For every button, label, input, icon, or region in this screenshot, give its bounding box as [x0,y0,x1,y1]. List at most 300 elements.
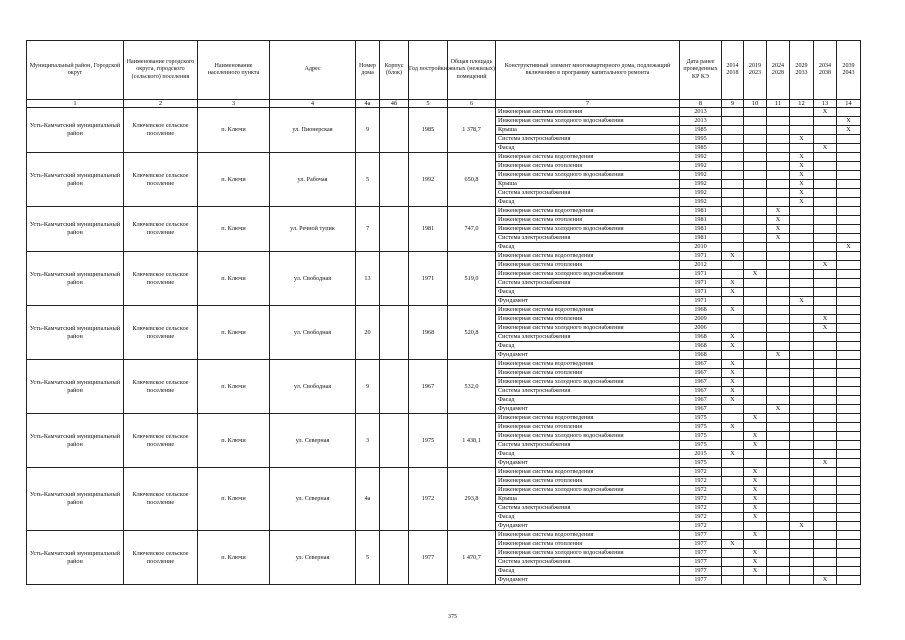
period-cell [814,342,837,351]
block-cell [380,252,409,306]
block-cell [380,207,409,252]
house-number-cell: 9 [356,360,380,414]
settlement-cell: Ключевское сельское поселение [124,306,198,360]
period-cell [744,252,767,261]
period-cell [767,333,790,342]
period-mark: X [837,117,861,126]
house-number-cell: 5 [356,531,380,585]
column-number: 10 [744,100,767,108]
column-number: 4б [380,100,409,108]
period-cell [722,405,744,414]
period-cell [722,180,744,189]
period-cell [814,549,837,558]
period-cell [790,459,814,468]
period-cell [744,225,767,234]
period-cell [814,360,837,369]
period-mark: X [744,477,767,486]
table-row [27,207,861,216]
period-cell [722,549,744,558]
locality-cell: п. Ключи [198,207,270,252]
period-mark: X [790,180,814,189]
period-cell [744,279,767,288]
period-mark: X [722,369,744,378]
prior-repair-date-cell: 1985 [680,144,722,153]
column-number: 1 [27,100,124,108]
period-cell [790,378,814,387]
period-cell [837,378,861,387]
period-cell [814,117,837,126]
area-cell: 293,8 [448,468,496,531]
period-cell [790,441,814,450]
period-cell [767,522,790,531]
build-year-cell: 1985 [409,108,448,153]
period-cell [837,297,861,306]
prior-repair-date-cell: 1972 [680,477,722,486]
area-cell: 1 470,7 [448,531,496,585]
prior-repair-date-cell: 1971 [680,288,722,297]
period-cell [837,234,861,243]
prior-repair-date-cell: 1995 [680,135,722,144]
build-year-cell: 1992 [409,153,448,207]
period-cell [790,243,814,252]
period-cell [767,189,790,198]
period-cell [814,279,837,288]
period-cell [767,513,790,522]
period-cell [837,288,861,297]
period-cell [767,135,790,144]
period-cell [722,135,744,144]
locality-cell: п. Ключи [198,468,270,531]
column-number: 12 [790,100,814,108]
table-row [27,468,861,477]
period-cell [744,576,767,585]
locality-cell: п. Ключи [198,153,270,207]
prior-repair-date-cell: 1972 [680,486,722,495]
period-cell [744,378,767,387]
period-cell [814,450,837,459]
prior-repair-date-cell: 1981 [680,225,722,234]
period-cell [837,135,861,144]
period-mark: X [744,432,767,441]
prior-repair-date-cell: 1967 [680,387,722,396]
period-cell [722,243,744,252]
period-mark: X [744,270,767,279]
period-cell [790,567,814,576]
period-cell [744,243,767,252]
element-cell: Крыша [496,495,680,504]
area-cell: 747,0 [448,207,496,252]
build-year-cell: 1977 [409,531,448,585]
area-cell: 519,0 [448,252,496,306]
period-cell [837,198,861,207]
period-cell [744,216,767,225]
prior-repair-date-cell: 1968 [680,351,722,360]
period-cell [837,207,861,216]
period-cell [767,315,790,324]
period-cell [814,378,837,387]
period-cell [814,198,837,207]
prior-repair-date-cell: 1967 [680,405,722,414]
prior-repair-date-cell: 1981 [680,216,722,225]
period-cell [837,423,861,432]
settlement-cell: Ключевское сельское поселение [124,108,198,153]
period-cell [837,153,861,162]
house-number-cell: 20 [356,306,380,360]
period-cell [814,369,837,378]
period-cell [722,351,744,360]
period-mark: X [767,207,790,216]
period-cell [790,216,814,225]
period-cell [744,144,767,153]
period-cell [744,342,767,351]
column-number: 14 [837,100,861,108]
period-cell [790,270,814,279]
period-cell [790,306,814,315]
header-cell: 2019 2023 [744,41,767,100]
period-mark: X [744,495,767,504]
area-cell: 1 438,1 [448,414,496,468]
prior-repair-date-cell: 2013 [680,117,722,126]
period-mark: X [722,306,744,315]
header-cell: Общая площадь жилых (нежилых) помещений [448,41,496,100]
period-cell [767,504,790,513]
prior-repair-date-cell: 1977 [680,576,722,585]
period-mark: X [814,261,837,270]
period-cell [814,405,837,414]
period-cell [722,162,744,171]
prior-repair-date-cell: 1968 [680,306,722,315]
column-number: 11 [767,100,790,108]
period-cell [744,198,767,207]
prior-repair-date-cell: 1985 [680,126,722,135]
period-cell [814,522,837,531]
period-cell [722,495,744,504]
settlement-cell: Ключевское сельское поселение [124,414,198,468]
period-mark: X [790,189,814,198]
period-cell [790,108,814,117]
period-cell [814,558,837,567]
prior-repair-date-cell: 1977 [680,567,722,576]
header-cell: Наименование городского округа, городского (сельского) поселения [124,41,198,100]
period-cell [722,216,744,225]
period-mark: X [767,216,790,225]
element-cell: Система электроснабжения [496,135,680,144]
period-cell [722,486,744,495]
area-cell: 650,8 [448,153,496,207]
locality-cell: п. Ключи [198,360,270,414]
period-cell [722,108,744,117]
period-mark: X [814,324,837,333]
period-cell [790,432,814,441]
period-cell [767,279,790,288]
element-cell: Инженерная система водоотведения [496,468,680,477]
header-cell: Муниципальный район, Городской округ [27,41,124,100]
period-cell [837,261,861,270]
period-cell [790,261,814,270]
period-cell [744,171,767,180]
prior-repair-date-cell: 1975 [680,432,722,441]
header-cell: Год постройки [409,41,448,100]
period-cell [790,495,814,504]
table-row [27,360,861,369]
period-cell [722,441,744,450]
period-cell [767,396,790,405]
element-cell: Инженерная система водоотведения [496,414,680,423]
element-cell: Инженерная система холодного водоснабжения [496,378,680,387]
prior-repair-date-cell: 2012 [680,261,722,270]
build-year-cell: 1968 [409,306,448,360]
house-number-cell: 9 [356,108,380,153]
period-cell [814,351,837,360]
period-cell [744,162,767,171]
period-cell [767,495,790,504]
period-cell [790,531,814,540]
period-cell [790,126,814,135]
element-cell: Инженерная система водоотведения [496,153,680,162]
period-cell [767,171,790,180]
column-number: 13 [814,100,837,108]
period-cell [767,549,790,558]
period-cell [767,270,790,279]
block-cell [380,360,409,414]
element-cell: Инженерная система холодного водоснабжения [496,486,680,495]
period-cell [790,540,814,549]
element-cell: Система электроснабжения [496,189,680,198]
column-number: 2 [124,100,198,108]
area-cell: 532,0 [448,360,496,414]
column-number: 4 [270,100,356,108]
element-cell: Фундамент [496,522,680,531]
prior-repair-date-cell: 1975 [680,459,722,468]
period-mark: X [790,522,814,531]
period-cell [837,144,861,153]
block-cell [380,414,409,468]
period-cell [744,405,767,414]
period-cell [767,477,790,486]
period-mark: X [790,153,814,162]
period-mark: X [722,252,744,261]
element-cell: Фундамент [496,459,680,468]
period-mark: X [722,387,744,396]
element-cell: Инженерная система водоотведения [496,306,680,315]
period-cell [722,324,744,333]
table-body [27,108,861,585]
period-cell [722,468,744,477]
period-cell [837,162,861,171]
element-cell: Фундамент [496,405,680,414]
period-cell [814,423,837,432]
address-cell: ул. Свободная [270,360,356,414]
element-cell: Инженерная система отопления [496,216,680,225]
period-mark: X [722,333,744,342]
element-cell: Система электроснабжения [496,234,680,243]
block-cell [380,468,409,531]
period-cell [767,387,790,396]
prior-repair-date-cell: 1981 [680,207,722,216]
locality-cell: п. Ключи [198,108,270,153]
period-cell [744,324,767,333]
period-cell [767,540,790,549]
period-cell [790,333,814,342]
prior-repair-date-cell: 1968 [680,342,722,351]
settlement-cell: Ключевское сельское поселение [124,468,198,531]
period-cell [837,369,861,378]
block-cell [380,306,409,360]
period-cell [837,405,861,414]
period-mark: X [814,459,837,468]
period-cell [790,369,814,378]
period-mark: X [837,126,861,135]
period-cell [837,414,861,423]
district-cell: Усть-Камчатский муниципальный район [27,252,124,306]
period-cell [837,576,861,585]
period-cell [790,225,814,234]
period-mark: X [744,531,767,540]
period-cell [837,450,861,459]
period-cell [814,468,837,477]
period-cell [744,108,767,117]
header-cell: 2014 2018 [722,41,744,100]
period-cell [814,495,837,504]
period-cell [744,117,767,126]
period-cell [814,288,837,297]
period-cell [814,216,837,225]
period-cell [722,315,744,324]
period-cell [767,576,790,585]
prior-repair-date-cell: 1992 [680,171,722,180]
locality-cell: п. Ключи [198,252,270,306]
column-number: 5 [409,100,448,108]
prior-repair-date-cell: 1992 [680,189,722,198]
column-number: 4а [356,100,380,108]
period-cell [744,234,767,243]
prior-repair-date-cell: 1992 [680,198,722,207]
period-cell [767,261,790,270]
element-cell: Фасад [496,396,680,405]
period-cell [767,108,790,117]
period-cell [744,396,767,405]
period-mark: X [767,405,790,414]
period-cell [790,324,814,333]
period-cell [744,207,767,216]
period-mark: X [790,162,814,171]
period-cell [814,171,837,180]
address-cell: ул. Северная [270,468,356,531]
period-mark: X [744,549,767,558]
address-cell: ул. Пионерская [270,108,356,153]
period-cell [790,144,814,153]
period-cell [837,171,861,180]
period-cell [837,504,861,513]
period-mark: X [767,351,790,360]
period-cell [837,324,861,333]
element-cell: Крыша [496,126,680,135]
period-cell [722,567,744,576]
period-cell [744,297,767,306]
period-cell [814,234,837,243]
element-cell: Инженерная система водоотведения [496,360,680,369]
period-cell [722,261,744,270]
period-cell [837,216,861,225]
header-row [27,41,861,100]
period-cell [790,405,814,414]
locality-cell: п. Ключи [198,531,270,585]
build-year-cell: 1967 [409,360,448,414]
period-cell [837,315,861,324]
header-cell: Конструктивный элемент многоквартирного дома, подлежащий включению в программу капитального ремонта [496,41,680,100]
period-cell [837,252,861,261]
element-cell: Система электроснабжения [496,333,680,342]
district-cell: Усть-Камчатский муниципальный район [27,207,124,252]
element-cell: Фасад [496,342,680,351]
period-cell [790,342,814,351]
address-cell: ул. Свободная [270,306,356,360]
period-cell [837,270,861,279]
period-cell [790,234,814,243]
element-cell: Система электроснабжения [496,279,680,288]
period-mark: X [744,567,767,576]
period-cell [722,153,744,162]
period-cell [722,513,744,522]
period-cell [837,279,861,288]
period-cell [722,414,744,423]
table-row [27,252,861,261]
period-cell [767,243,790,252]
prior-repair-date-cell: 1977 [680,540,722,549]
period-cell [837,387,861,396]
prior-repair-date-cell: 1977 [680,549,722,558]
prior-repair-date-cell: 1972 [680,522,722,531]
period-cell [722,522,744,531]
settlement-cell: Ключевское сельское поселение [124,153,198,207]
element-cell: Инженерная система холодного водоснабжения [496,171,680,180]
period-cell [814,243,837,252]
element-cell: Система электроснабжения [496,504,680,513]
table-row [27,153,861,162]
period-cell [767,324,790,333]
period-cell [744,360,767,369]
period-cell [837,333,861,342]
period-cell [814,162,837,171]
period-mark: X [744,441,767,450]
period-mark: X [722,288,744,297]
period-cell [722,432,744,441]
period-cell [837,360,861,369]
period-cell [837,567,861,576]
period-cell [767,288,790,297]
period-cell [767,441,790,450]
build-year-cell: 1975 [409,414,448,468]
prior-repair-date-cell: 1992 [680,162,722,171]
period-mark: X [722,360,744,369]
settlement-cell: Ключевское сельское поселение [124,207,198,252]
prior-repair-date-cell: 1977 [680,531,722,540]
period-cell [722,198,744,207]
area-cell: 520,8 [448,306,496,360]
house-number-cell: 5 [356,153,380,207]
element-cell: Инженерная система холодного водоснабжения [496,117,680,126]
period-cell [744,288,767,297]
period-cell [814,270,837,279]
element-cell: Система электроснабжения [496,558,680,567]
house-number-cell: 4а [356,468,380,531]
header-cell: 2029 2033 [790,41,814,100]
prior-repair-date-cell: 2013 [680,108,722,117]
period-mark: X [814,576,837,585]
period-cell [790,513,814,522]
period-cell [744,189,767,198]
period-cell [837,189,861,198]
